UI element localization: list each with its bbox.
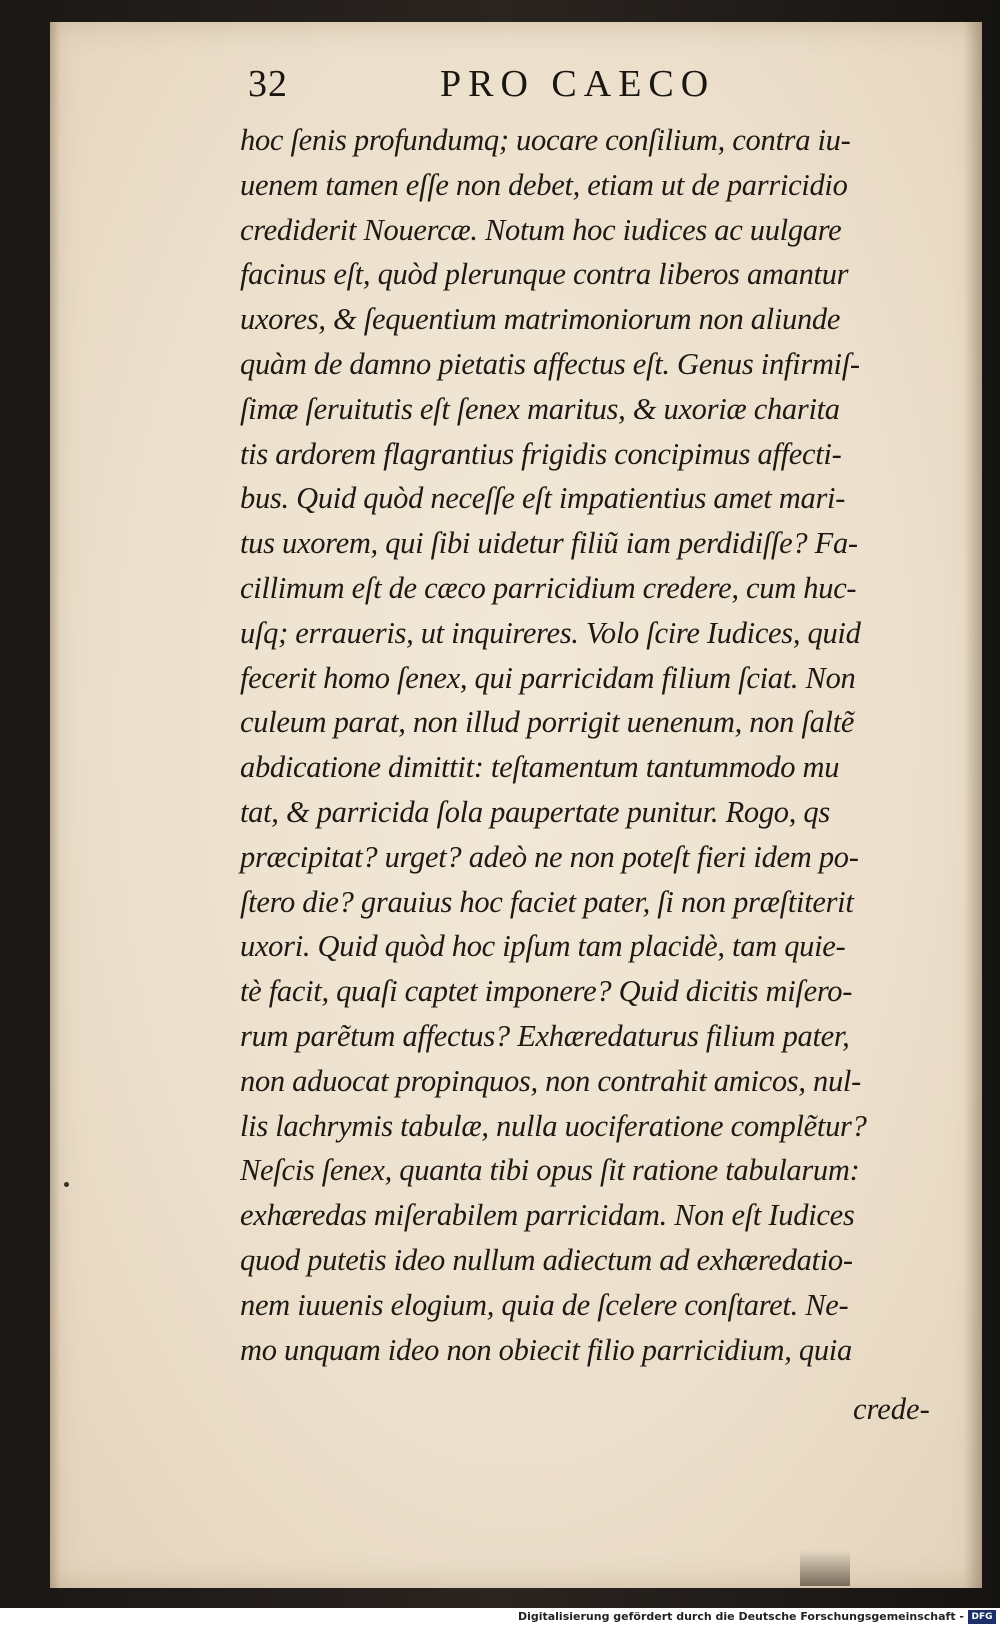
text-line: nem iuuenis elogium, quia de ſcelere conſtaret. Ne- bbox=[240, 1287, 849, 1322]
text-line: culeum parat, non illud porrigit uenenum, non ſaltẽ bbox=[240, 705, 855, 740]
text-line: exhæredas miſerabilem parricidam. Non eſt Iudices bbox=[240, 1198, 855, 1233]
text-line: hoc ſenis profundumq; uocare conſilium, contra iu- bbox=[240, 123, 851, 157]
text-line: fecerit homo ſenex, qui parricidam filium ſciat. Non bbox=[240, 660, 856, 695]
text-line: cillimum eſt de cæco parricidium credere, cum huc- bbox=[240, 570, 857, 605]
text-line: mo unquam ideo non obiecit filio parricidium, quia bbox=[240, 1332, 852, 1367]
text-line: facinus eſt, quòd plerunque contra liberos amantur bbox=[240, 257, 849, 292]
text-line: crediderit Nouercæ. Notum hoc iudices ac uulgare bbox=[240, 212, 842, 247]
text-line: bus. Quid quòd neceſſe eſt impatientius amet mari- bbox=[240, 481, 846, 516]
dfg-logo: DFG bbox=[968, 1610, 996, 1624]
body-text bbox=[240, 118, 940, 1372]
page-edge-shadow bbox=[964, 22, 982, 1588]
text-line: non aduocat propinquos, non contrahit amicos, nul- bbox=[240, 1063, 861, 1098]
page-number: 32 bbox=[248, 63, 288, 105]
page-header bbox=[248, 62, 888, 112]
text-line: tè facit, quaſi captet imponere? Quid dicitis miſero- bbox=[240, 974, 853, 1009]
text-line: quàm de damno pietatis affectus eſt. Genus infirmiſ- bbox=[240, 346, 860, 381]
text-line: quod putetis ideo nullum adiectum ad exhæredatio- bbox=[240, 1242, 853, 1277]
funding-credit: Digitalisierung gefördert durch die Deutsche Forschungsgemeinschaft - bbox=[517, 1610, 964, 1623]
text-line: uſq; erraueris, ut inquireres. Volo ſcire Iudices, quid bbox=[240, 615, 861, 650]
running-head: PRO CAECO bbox=[440, 63, 716, 105]
catchword: crede- bbox=[853, 1392, 930, 1426]
text-line: abdicatione dimittit: teſtamentum tantummodo mu bbox=[240, 750, 840, 785]
page-damage bbox=[800, 1550, 850, 1586]
text-line: tis ardorem flagrantius frigidis concipimus affecti- bbox=[240, 436, 842, 471]
text-line: uxori. Quid quòd hoc ipſum tam placidè, tam quie- bbox=[240, 929, 846, 964]
text-line: ſtero die? grauius hoc faciet pater, ſi non præſtiterit bbox=[240, 884, 854, 919]
margin-mark bbox=[64, 1182, 69, 1187]
text-line: lis lachrymis tabulæ, nulla uociferatione complẽtur? bbox=[240, 1108, 867, 1143]
text-line: tat, & parricida ſola paupertate punitur. Rogo, qs bbox=[240, 794, 830, 829]
text-line: uxores, & ſequentium matrimoniorum non aliunde bbox=[240, 302, 841, 337]
text-line: tus uxorem, qui ſibi uidetur filiũ iam perdidiſſe? Fa- bbox=[240, 526, 858, 561]
text-line: præcipitat? urget? adeò ne non poteſt fieri idem po- bbox=[240, 839, 859, 874]
text-line: ſimæ ſeruitutis eſt ſenex maritus, & uxoriæ charita bbox=[240, 391, 840, 426]
text-line: uenem tamen eſſe non debet, etiam ut de parricidio bbox=[240, 167, 848, 202]
digitization-footer bbox=[0, 1608, 1000, 1628]
page-gutter-shadow bbox=[50, 22, 60, 1588]
text-line: Neſcis ſenex, quanta tibi opus ſit ratione tabularum: bbox=[240, 1153, 860, 1188]
text-line: rum parẽtum affectus? Exhæredaturus filium pater, bbox=[240, 1018, 850, 1053]
